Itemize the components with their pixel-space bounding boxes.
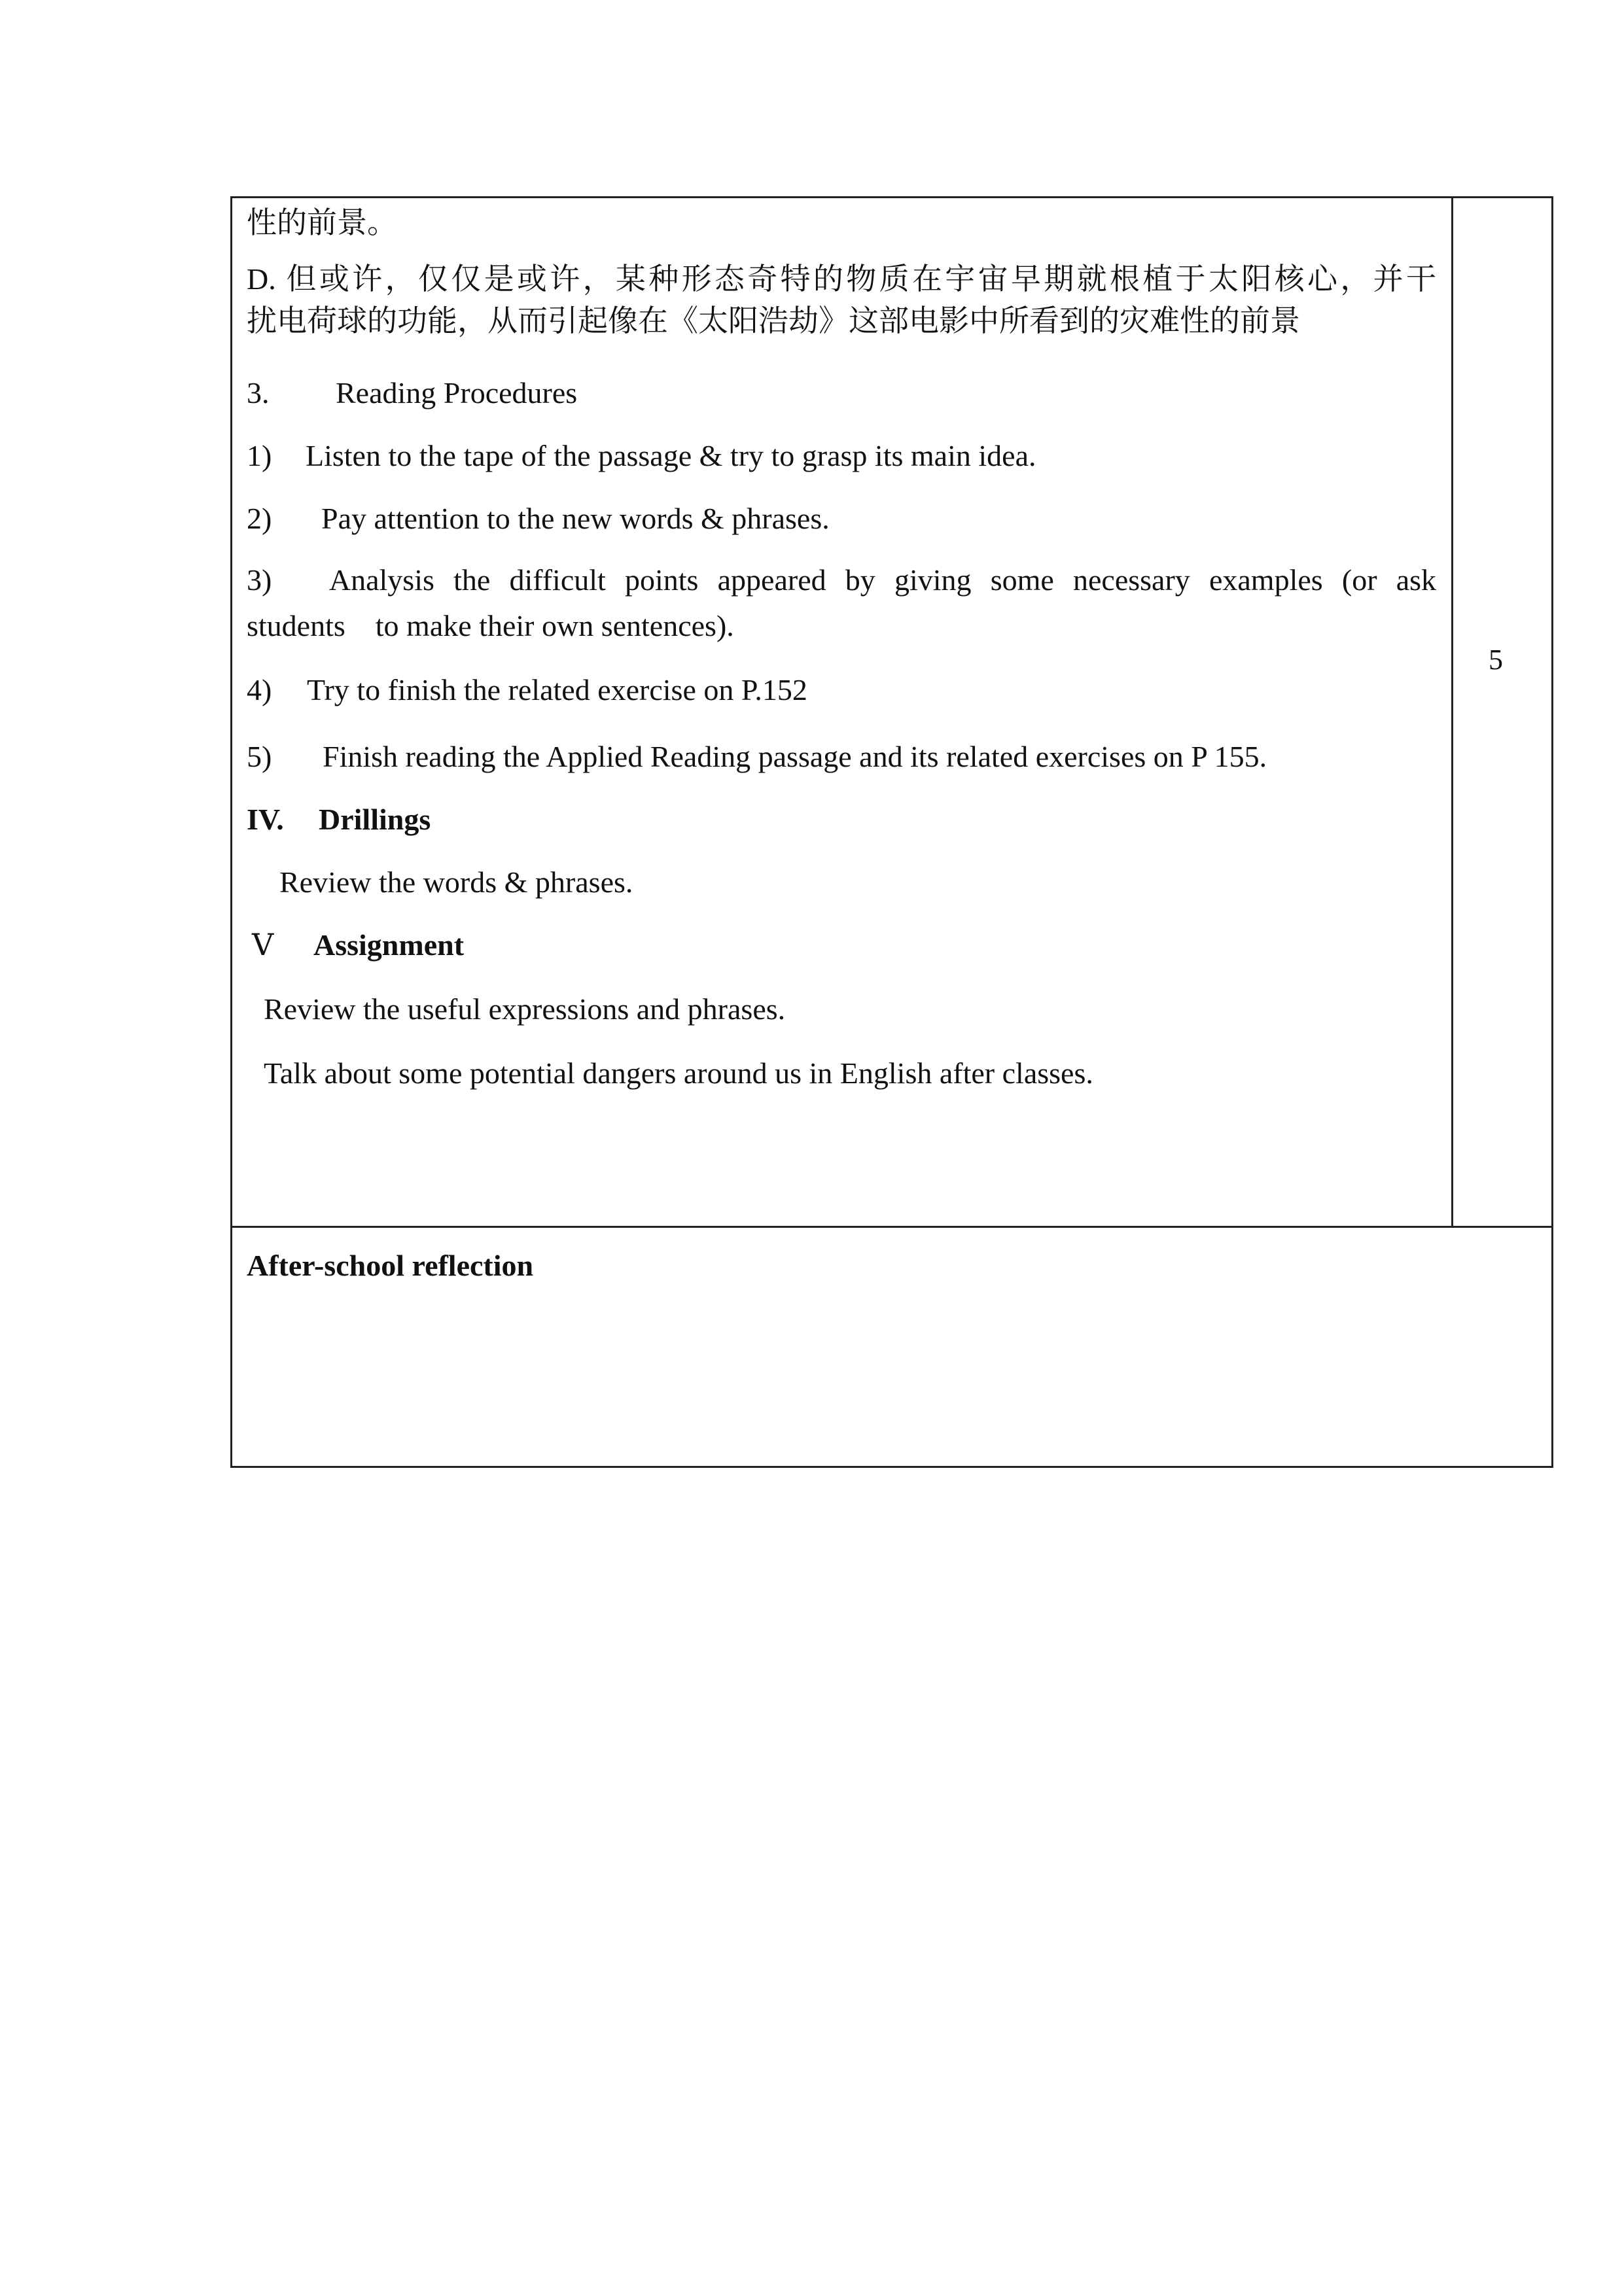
assignment-heading [252,926,464,965]
drillings-title: Drillings [319,803,431,836]
continued-text: 性的前景。 [247,206,397,239]
option-d-line-1: D. 但或许，仅仅是或许，某种形态奇特的物质在宇宙早期就根植于太阳核心，并干 [247,262,1436,296]
step-3-text: Analysis the difficult points appeared by giving some necessary examples (or ask [328,563,1437,597]
step-2 [247,499,830,538]
procedure-cell [232,198,1453,1228]
step-4-number: 4) [247,673,272,706]
drillings-heading [247,800,431,839]
step-3 [247,561,1436,600]
reading-procedures-title: Reading Procedures [336,376,578,409]
assignment-title: Assignment [313,928,465,962]
step-4-text: Try to finish the related exercise on P.152 [307,673,807,706]
drillings-text: Review the words & phrases. [279,865,633,899]
step-5-text: Finish reading the Applied Reading passage and its related exercises on P 155. [323,740,1267,773]
step-1 [247,436,1036,476]
time-value: 5 [1489,644,1503,676]
reflection-title: After-school reflection [247,1249,534,1282]
step-4 [247,670,807,710]
lesson-plan-table [230,196,1553,1468]
option-d-line-2: 扰电荷球的功能，从而引起像在《太阳浩劫》这部电影中所看到的灾难性的前景 [247,304,1300,338]
step-5 [247,737,1267,776]
step-1-text: Listen to the tape of the passage & try to grasp its main idea. [306,439,1036,472]
step-2-text: Pay attention to the new words & phrases. [321,502,830,535]
time-allocation-cell [1453,198,1551,1228]
after-school-reflection-cell [232,1228,1551,1466]
reading-procedures-number: 3. [247,376,270,409]
step-3-number: 3) [247,563,272,597]
assignment-item-1: Review the useful expressions and phrases. [264,992,786,1026]
step-3-continued: students to make their own sentences). [247,609,734,642]
reading-procedures-heading [247,374,577,413]
step-2-number: 2) [247,502,272,535]
step-1-number: 1) [247,439,272,472]
assignment-number: Ⅴ [252,928,274,962]
assignment-item-2: Talk about some potential dangers around us in English after classes. [264,1056,1093,1090]
step-5-number: 5) [247,740,272,773]
drillings-number: IV. [247,803,284,836]
